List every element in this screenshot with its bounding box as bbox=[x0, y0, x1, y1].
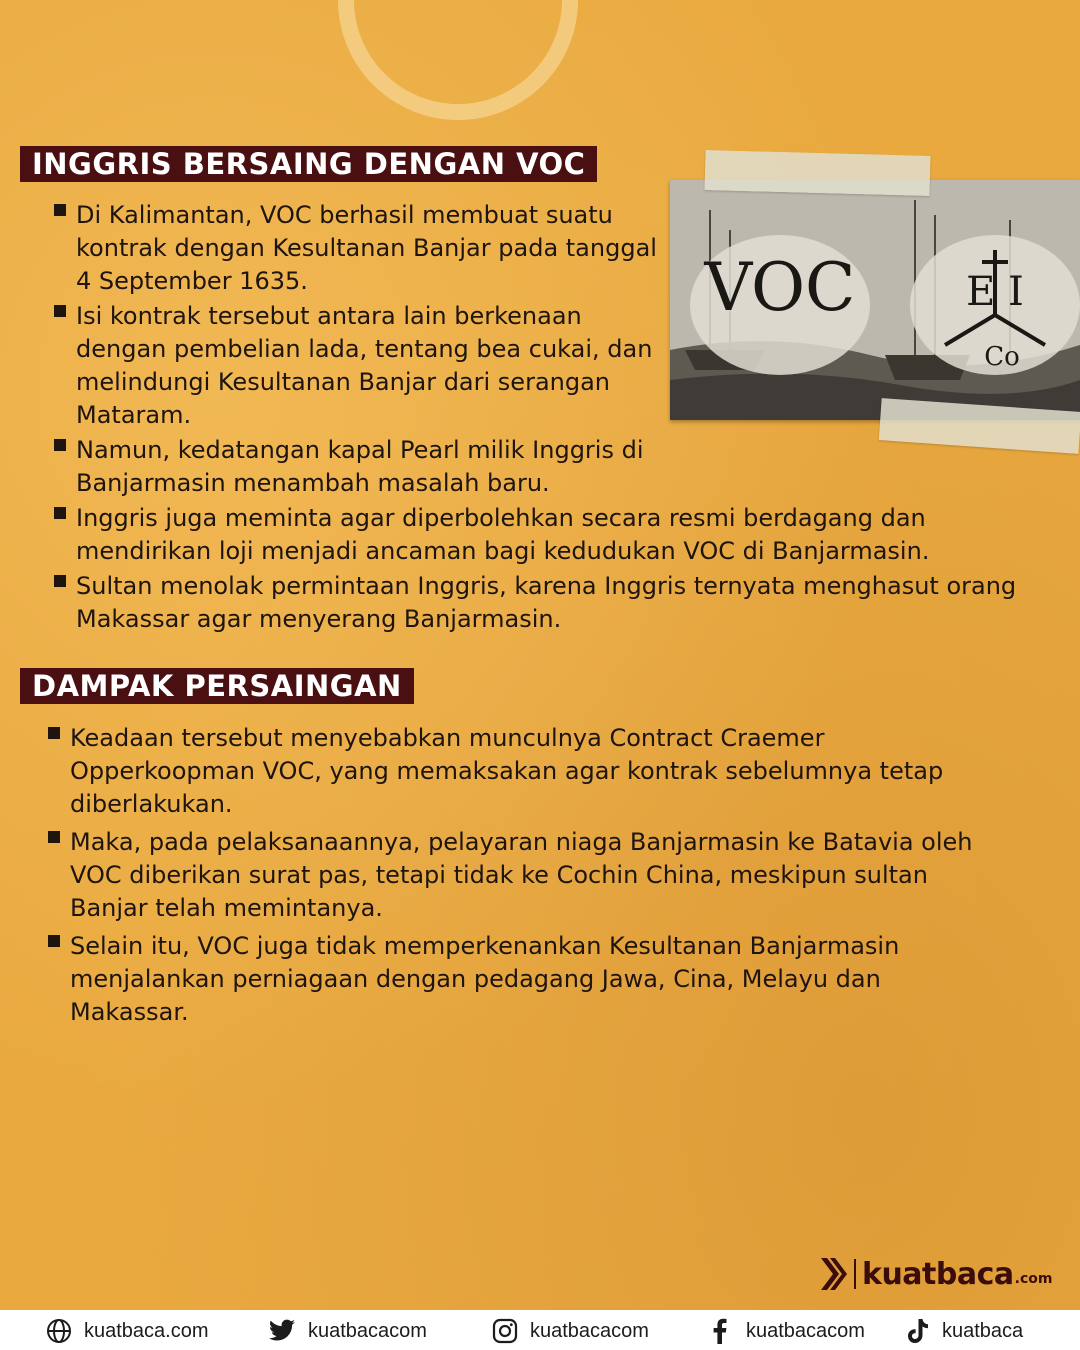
social-twitter[interactable] bbox=[268, 1316, 427, 1346]
bullet-square-icon bbox=[54, 575, 66, 587]
globe-icon bbox=[46, 1318, 72, 1344]
social-label: kuatbaca.com bbox=[84, 1319, 209, 1342]
list-item-text: Inggris juga meminta agar diperbolehkan secara resmi berdagang dan mendirikan loji menjadi ancaman bagi kedudukan VOC di Banjarmasin. bbox=[76, 504, 930, 565]
list-item bbox=[54, 300, 674, 432]
bullet-square-icon bbox=[48, 727, 60, 739]
list-item bbox=[48, 722, 950, 821]
list-item bbox=[54, 434, 674, 500]
twitter-icon bbox=[268, 1319, 296, 1343]
brand-logo bbox=[818, 1256, 1052, 1292]
list-item bbox=[48, 826, 1000, 925]
bullet-square-icon bbox=[54, 305, 66, 317]
list-item-text: Di Kalimantan, VOC berhasil membuat suatu kontrak dengan Kesultanan Banjar pada tanggal 4 September 1635. bbox=[76, 201, 657, 295]
impact-bullet-list bbox=[48, 722, 1048, 1034]
bullet-square-icon bbox=[54, 439, 66, 451]
list-item bbox=[54, 199, 674, 298]
social-label: kuatbacacom bbox=[530, 1319, 649, 1342]
list-item-text: Sultan menolak permintaan Inggris, karena Inggris ternyata menghasut orang Makassar agar menyerang Banjarmasin. bbox=[76, 572, 1017, 633]
list-item-text: Namun, kedatangan kapal Pearl milik Inggris di Banjarmasin menambah masalah baru. bbox=[76, 436, 644, 497]
brand-suffix: .com bbox=[1014, 1271, 1053, 1287]
list-item-text: Maka, pada pelaksanaannya, pelayaran niaga Banjarmasin ke Batavia oleh VOC diberikan surat pas, tetapi tidak ke Cochin China, meskipun sultan Banjar telah memintanya. bbox=[70, 828, 973, 922]
social-website[interactable] bbox=[46, 1316, 209, 1346]
bullet-square-icon bbox=[48, 935, 60, 947]
list-item-text: Keadaan tersebut menyebabkan munculnya Contract Craemer Opperkoopman VOC, yang memaksakan agar kontrak sebelumnya tetap diberlakukan. bbox=[70, 724, 944, 818]
social-facebook[interactable] bbox=[712, 1316, 865, 1346]
list-item-text: Isi kontrak tersebut antara lain berkenaan dengan pembelian lada, tentang bea cukai, dan melindungi Kesultanan Banjar dari serangan Mataram. bbox=[76, 302, 653, 429]
voc-logo-text: VOC bbox=[704, 249, 856, 326]
brand-mark-icon bbox=[818, 1256, 848, 1292]
social-label: kuatbaca bbox=[942, 1319, 1024, 1342]
historical-ships-illustration bbox=[670, 180, 1080, 420]
voc-eic-logo-photo bbox=[670, 180, 1080, 420]
eic-logo-co-text: Co bbox=[984, 342, 1020, 372]
social-label: kuatbacacom bbox=[308, 1319, 427, 1342]
section-heading-rivalry: INGGRIS BERSAING DENGAN VOC bbox=[20, 146, 597, 182]
brand-name: kuatbaca bbox=[862, 1256, 1014, 1292]
list-item bbox=[48, 930, 1000, 1029]
eic-logo-text: E I bbox=[966, 269, 1024, 315]
instagram-icon bbox=[492, 1318, 518, 1344]
tape-strip bbox=[705, 150, 931, 196]
section-heading-impact: DAMPAK PERSAINGAN bbox=[20, 668, 414, 704]
bullet-square-icon bbox=[54, 204, 66, 216]
social-tiktok[interactable] bbox=[906, 1316, 1023, 1346]
social-label: kuatbacacom bbox=[746, 1319, 865, 1342]
bullet-square-icon bbox=[48, 831, 60, 843]
list-item bbox=[54, 502, 1054, 568]
facebook-icon bbox=[712, 1318, 728, 1344]
list-item bbox=[54, 570, 1054, 636]
tiktok-icon bbox=[906, 1318, 930, 1344]
bullet-square-icon bbox=[54, 507, 66, 519]
list-item-text: Selain itu, VOC juga tidak memperkenankan Kesultanan Banjarmasin menjalankan perniagaan dengan pedagang Jawa, Cina, Melayu dan Makassar. bbox=[70, 932, 900, 1026]
social-instagram[interactable] bbox=[492, 1316, 649, 1346]
brand-divider bbox=[854, 1259, 856, 1289]
